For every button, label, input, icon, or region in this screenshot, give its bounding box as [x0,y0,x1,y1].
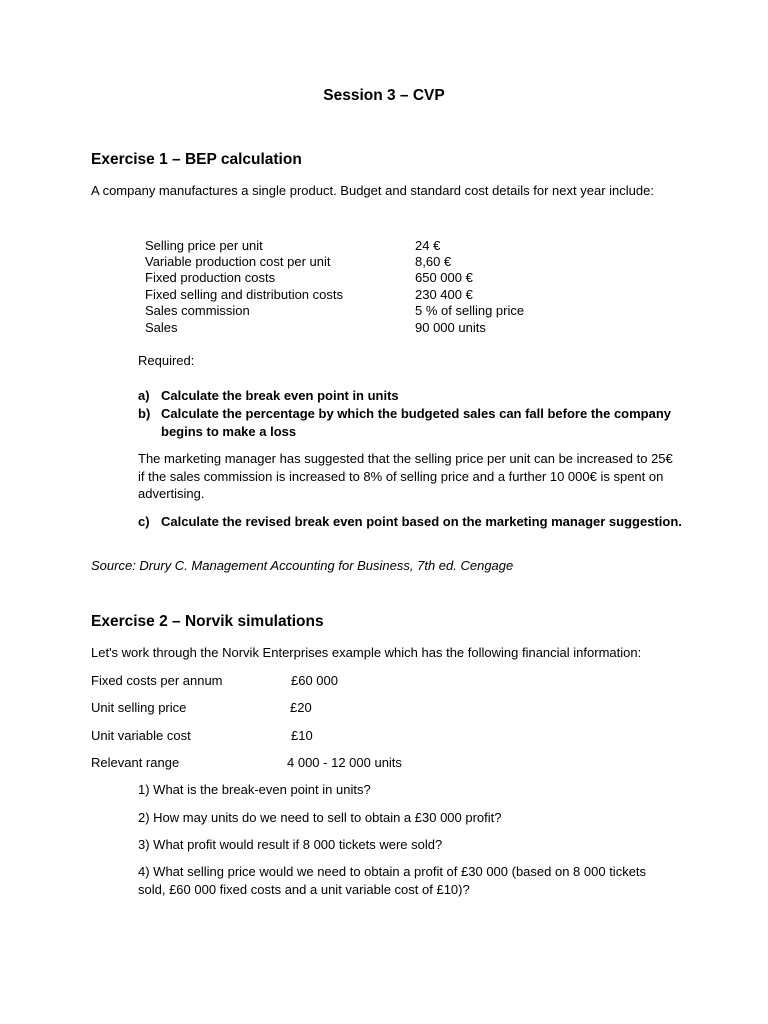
table-row-label: Sales commission [145,303,250,318]
info-row-value: 4 000 - 12 000 units [287,755,402,770]
exercise-1-heading: Exercise 1 – BEP calculation [91,151,302,168]
question-4-line-2: sold, £60 000 fixed costs and a unit variable cost of £10)? [138,882,470,897]
info-row-label: Unit variable cost [91,728,191,743]
exercise-2-heading: Exercise 2 – Norvik simulations [91,613,324,630]
question-c-marker: c) [138,514,150,529]
table-row-label: Selling price per unit [145,238,263,253]
question-b-line-1: Calculate the percentage by which the budgeted sales can fall before the company [161,406,672,421]
table-row-value: 230 400 € [415,287,473,302]
question-a: Calculate the break even point in units [161,388,399,403]
question-1: 1) What is the break-even point in units? [138,782,371,797]
info-row-label: Fixed costs per annum [91,673,223,688]
table-row-value: 8,60 € [415,254,452,269]
question-b-marker: b) [138,406,151,421]
info-row-value: £20 [290,700,312,715]
table-row-label: Fixed selling and distribution costs [145,287,343,302]
question-a-marker: a) [138,388,150,403]
required-label: Required: [138,353,195,368]
page-title: Session 3 – CVP [323,87,445,104]
source-citation: Source: Drury C. Management Accounting for Business, 7th ed. Cengage [91,558,514,573]
question-2: 2) How may units do we need to sell to obtain a £30 000 profit? [138,810,502,825]
info-row-label: Unit selling price [91,700,187,715]
question-b-line-2: begins to make a loss [161,424,297,439]
table-row-value: 90 000 units [415,320,486,335]
exercise-2-intro: Let's work through the Norvik Enterprises example which has the following financial information: [91,645,642,660]
question-4-line-1: 4) What selling price would we need to obtain a profit of £30 000 (based on 8 000 tickets [138,864,647,879]
info-row-label: Relevant range [91,755,180,770]
info-row-value: £10 [291,728,313,743]
question-c: Calculate the revised break even point based on the marketing manager suggestion. [161,514,682,529]
marketing-paragraph-line-3: advertising. [138,486,205,501]
table-row-label: Sales [145,320,178,335]
marketing-paragraph-line-1: The marketing manager has suggested that the selling price per unit can be increased to 25€ [138,451,673,466]
table-row-label: Fixed production costs [145,270,276,285]
table-row-value: 24 € [415,238,441,253]
table-row-value: 5 % of selling price [415,303,525,318]
marketing-paragraph-line-2: if the sales commission is increased to 8% of selling price and a further 10 000€ is spent on [138,469,664,484]
table-row-label: Variable production cost per unit [145,254,331,269]
exercise-1-intro: A company manufactures a single product. Budget and standard cost details for next year include: [91,183,654,198]
info-row-value: £60 000 [291,673,338,688]
question-3: 3) What profit would result if 8 000 tickets were sold? [138,837,443,852]
table-row-value: 650 000 € [415,270,473,285]
